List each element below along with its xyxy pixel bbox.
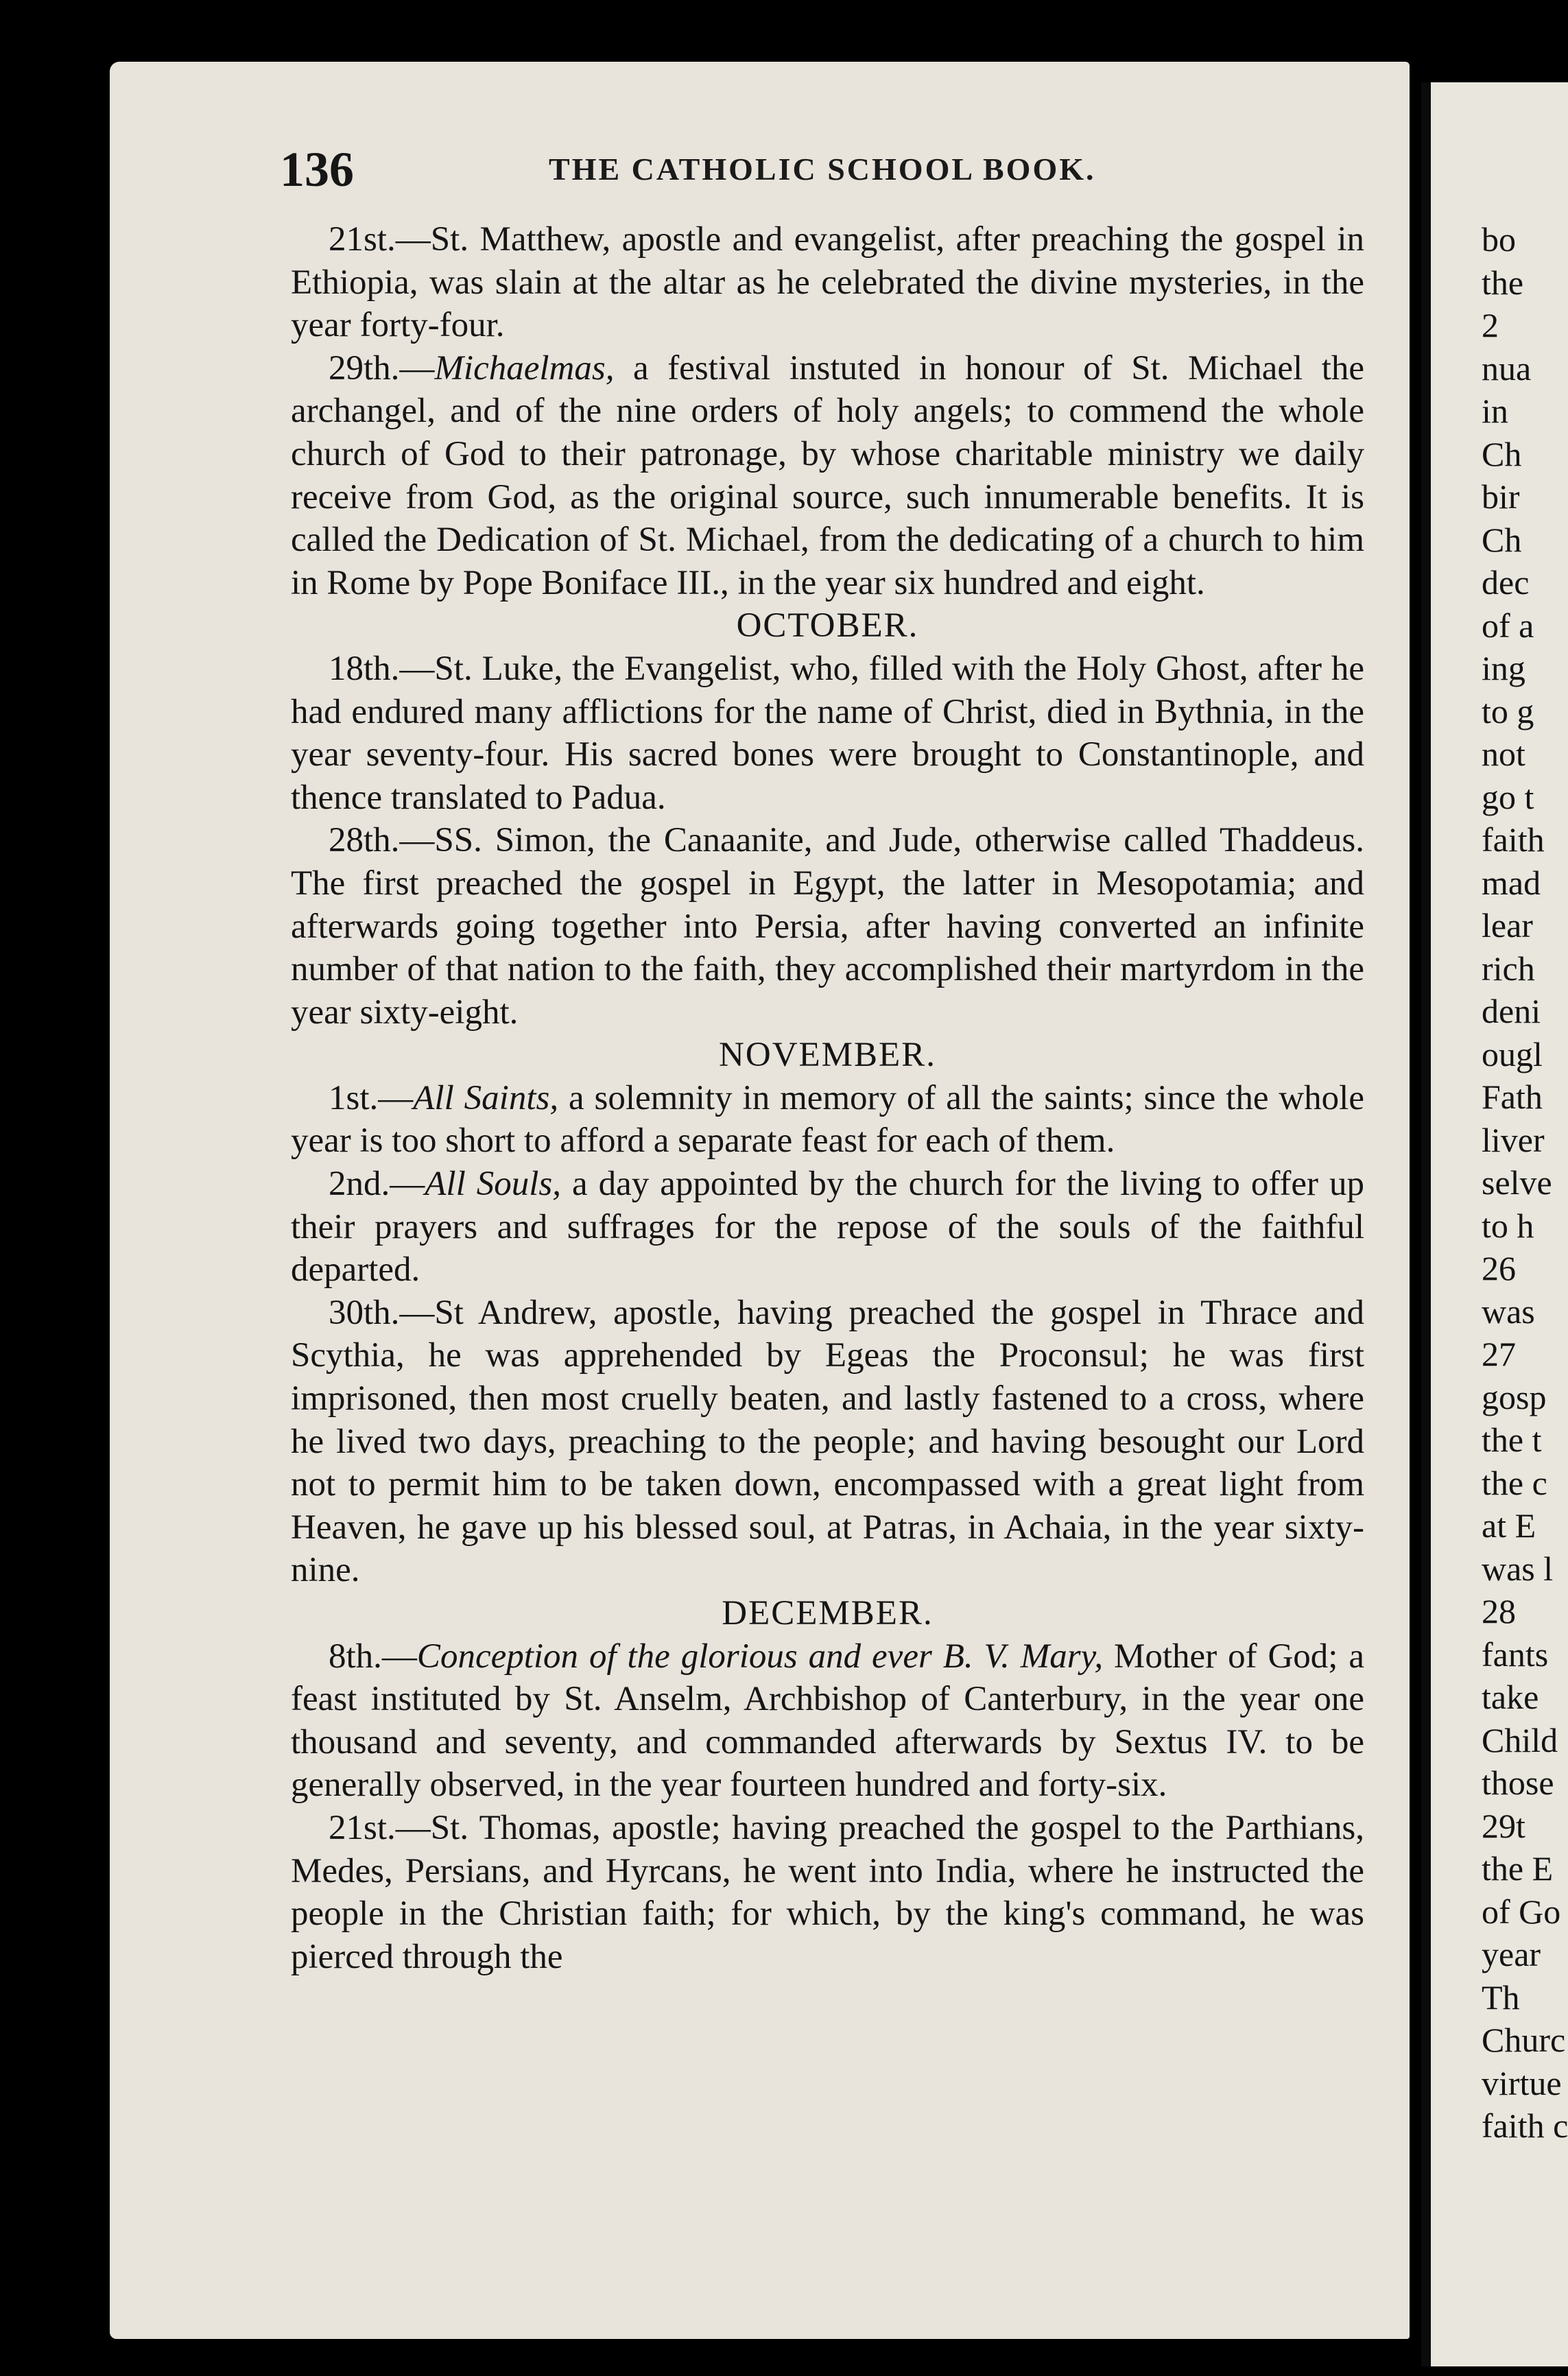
- month-heading: OCTOBER.: [736, 606, 919, 645]
- fragment-line: the: [1482, 263, 1524, 302]
- running-title: THE CATHOLIC SCHOOL BOOK.: [549, 152, 1096, 187]
- entry-date: 29th.—: [329, 348, 435, 388]
- entry-date: 28th.—: [329, 821, 435, 860]
- fragment-line: liver: [1482, 1120, 1545, 1159]
- entry-date: 1st.—: [329, 1078, 414, 1117]
- entry-date: 8th.—: [329, 1637, 417, 1676]
- fragment-line: Ch: [1482, 520, 1522, 559]
- entry-text: St. Thomas, apostle; having preached the gospel to the Parthians, Medes, Persians, and Hyrcans, he went into India, where he instructed the people in the Christian faith; for which, by the king's command, he was pierced through the: [291, 1808, 1364, 1976]
- fragment-line: go t: [1482, 777, 1534, 816]
- feast-title: All Saints,: [413, 1078, 559, 1117]
- entry-date: 18th.—: [329, 649, 435, 688]
- calendar-entry: [291, 1292, 1364, 1592]
- text-column: [291, 218, 1364, 1978]
- entry-date: 2nd.—: [329, 1165, 425, 1204]
- calendar-entry: [291, 347, 1364, 605]
- facing-page-fragments: [1482, 218, 1568, 2148]
- fragment-line: the c: [1482, 1463, 1547, 1502]
- fragment-line: 2: [1482, 306, 1499, 344]
- entry-text: SS. Simon, the Canaanite, and Jude, otherwise called Thaddeus. The first preached the gospel in Egypt, the latter in Mesopotamia; and afterwards going together into Persia, after having converted an infinite number of that nation to the faith, they accomplished their martyrdom in the year sixty-eight.: [291, 821, 1364, 1032]
- entry-date: 21st.—: [329, 1808, 431, 1847]
- fragment-line: in: [1482, 392, 1508, 430]
- entry-text: Mother of God; a feast instituted by St. Anselm, Archbishop of Canterbury, in the year one thousand and seventy, and commanded afterwards by Sextus IV. to be generally observed, in the year fourteen hundred and forty-six.: [291, 1637, 1364, 1805]
- fragment-line: of a: [1482, 606, 1534, 645]
- entry-text: St Andrew, apostle, having preached the gospel in Thrace and Scythia, he was apprehended by Egeas the Proconsul; he was first imprisoned, then most cruelly beaten, and lastly fastened to a cross, where he lived two days, preaching to the people; and having besought our Lord not to permit him to be taken down, encompassed with a great light from Heaven, he gave up his blessed soul, at Patras, in Achaia, in the year sixty-nine.: [291, 1293, 1364, 1590]
- entry-text: St. Luke, the Evangelist, who, filled with the Holy Ghost, after he had endured many afflictions for the name of Christ, died in Bythnia, in the year seventy-four. His sacred bones were brought to Constantinople, and thence translated to Padua.: [291, 649, 1364, 817]
- fragment-line: the t: [1482, 1421, 1542, 1459]
- fragment-line: bir: [1482, 477, 1520, 516]
- month-heading: DECEMBER.: [722, 1594, 934, 1632]
- entry-date: 30th.—: [329, 1293, 435, 1332]
- page-number: 136: [280, 142, 354, 197]
- calendar-entry: [291, 1077, 1364, 1163]
- fragment-line: Th: [1482, 1977, 1520, 2017]
- fragment-line: selve: [1482, 1163, 1552, 1202]
- fragment-line: those: [1482, 1763, 1554, 1802]
- month-heading: NOVEMBER.: [719, 1036, 936, 1075]
- fragment-line: of Go: [1482, 1892, 1561, 1931]
- fragment-line: Ch: [1482, 434, 1522, 473]
- fragment-line: not: [1482, 735, 1525, 773]
- fragment-line: bo: [1482, 220, 1516, 259]
- calendar-entry: [291, 1635, 1364, 1807]
- calendar-entry: [291, 218, 1364, 347]
- fragment-line: ing: [1482, 649, 1525, 687]
- fragment-line: to h: [1482, 1206, 1534, 1245]
- fragment-line: year: [1482, 1935, 1541, 1973]
- fragment-line: 27: [1482, 1335, 1516, 1373]
- calendar-entry: [291, 1163, 1364, 1292]
- fragment-line: lear: [1482, 906, 1533, 945]
- fragment-line: take: [1482, 1678, 1539, 1716]
- fragment-line: gosp: [1482, 1377, 1547, 1416]
- fragment-line: nua: [1482, 348, 1532, 388]
- calendar-entry: [291, 1807, 1364, 1978]
- fragment-line: was l: [1482, 1549, 1554, 1588]
- feast-title: Conception of the glorious and ever B. V. Mary,: [416, 1637, 1104, 1676]
- calendar-entry: [291, 648, 1364, 819]
- fragment-line: 26: [1482, 1249, 1516, 1287]
- entry-text: a solemnity in memory of all the saints; since the whole year is too short to afford a separate feast for each of them.: [291, 1078, 1364, 1161]
- fragment-line: faith c: [1482, 2106, 1568, 2145]
- fragment-line: deni: [1482, 992, 1541, 1030]
- fragment-line: was: [1482, 1292, 1535, 1331]
- fragment-line: the E: [1482, 1849, 1554, 1888]
- entry-text: a festival instuted in honour of St. Michael the archangel, and of the nine orders of holy angels; to commend the whole church of God to their patronage, by whose charitable ministry we daily receive from God, as the original source, such innumerable benefits. It is called the Dedication of St. Michael, from the dedicating of a church to him in Rome by Pope Boniface III., in the year six hundred and eight.: [291, 348, 1364, 602]
- fragment-line: mad: [1482, 863, 1541, 902]
- entry-text: a day appointed by the church for the living to offer up their prayers and suffrages for the repose of the souls of the faithful departed.: [291, 1165, 1365, 1290]
- feast-title: All Souls,: [425, 1165, 562, 1204]
- entry-text: St. Matthew, apostle and evangelist, after preaching the gospel in Ethiopia, was slain at the altar as he celebrated the divine mysteries, in the year forty-four.: [291, 220, 1364, 345]
- fragment-line: ougl: [1482, 1034, 1543, 1073]
- feast-title: Michaelmas,: [434, 348, 615, 388]
- fragment-line: Churc: [1482, 2021, 1566, 2059]
- fragment-line: Child: [1482, 1720, 1558, 1759]
- fragment-line: faith: [1482, 820, 1545, 859]
- calendar-entry: [291, 819, 1364, 1034]
- fragment-line: rich: [1482, 949, 1535, 988]
- fragment-line: at E: [1482, 1506, 1536, 1545]
- fragment-line: 28: [1482, 1592, 1516, 1630]
- fragment-line: to g: [1482, 691, 1534, 730]
- fragment-line: fants: [1482, 1635, 1549, 1674]
- fragment-line: Fath: [1482, 1078, 1543, 1116]
- fragment-line: dec: [1482, 563, 1530, 602]
- entry-date: 21st.—: [329, 220, 431, 259]
- fragment-line: 29t: [1482, 1806, 1525, 1845]
- fragment-line: virtue: [1482, 2063, 1562, 2102]
